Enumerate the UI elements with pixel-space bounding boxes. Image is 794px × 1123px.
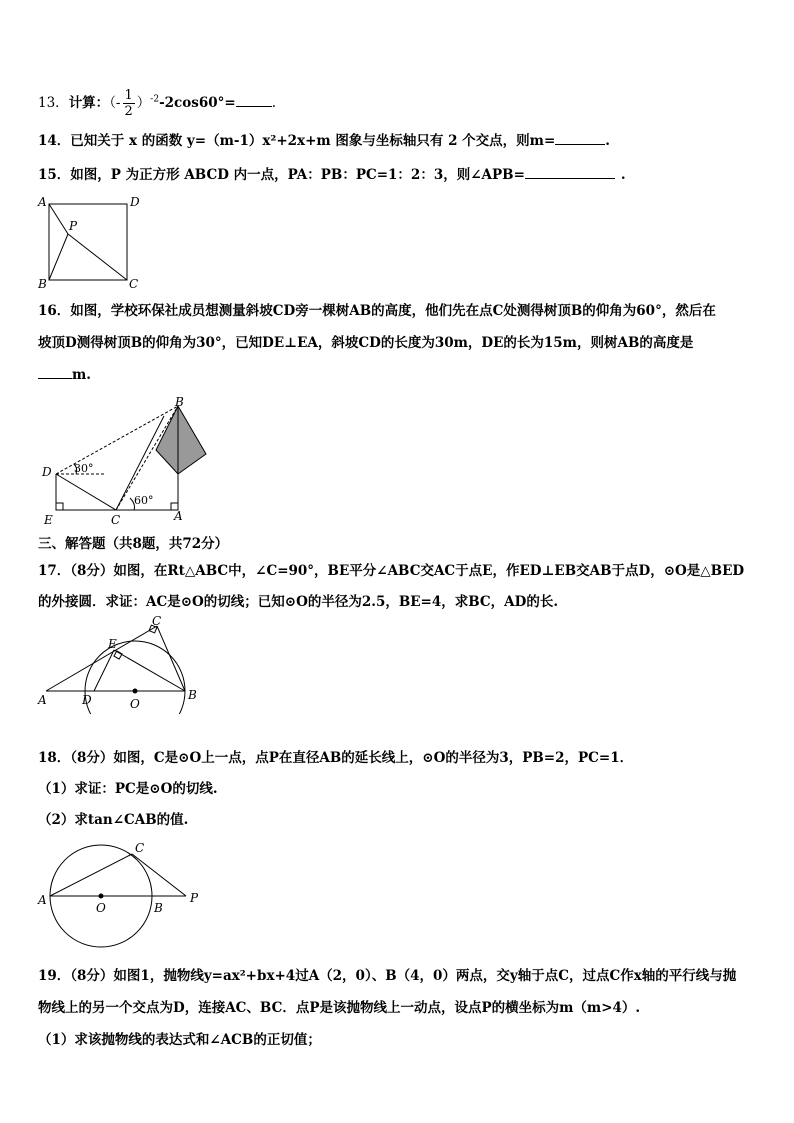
q15-square-figure: [34, 192, 144, 292]
q13-paren-close: ）: [136, 95, 151, 111]
question-19-part-1: （1）求该抛物线的表达式和∠ACB的正切值；: [38, 1032, 321, 1048]
q13-expression: -2cos60°=: [159, 95, 236, 111]
q16-label-c: C: [111, 513, 121, 527]
question-14: [38, 132, 610, 150]
q13-fraction-numerator: 1: [124, 88, 133, 103]
q17-label-b: B: [188, 688, 197, 702]
question-13: [38, 88, 276, 119]
q16-answer-blank[interactable]: [38, 378, 72, 379]
q18-label-a: A: [38, 893, 47, 907]
q17-label-d: D: [82, 693, 92, 707]
q15-end: .: [620, 167, 626, 183]
q15-text: 15．如图，P 为正方形 ABCD 内一点，PA：PB：PC=1：2：3，则∠APB=: [38, 167, 525, 183]
q16-slope-tree-figure: [34, 394, 224, 530]
q13-fraction-denominator: 2: [124, 104, 133, 119]
section-3-heading: 三、解答题（共8题，共72分）: [38, 536, 229, 552]
question-15: [38, 166, 626, 184]
question-16-line-3: [38, 366, 91, 384]
q15-label-d: D: [130, 195, 140, 209]
q18-label-b: B: [154, 901, 163, 915]
q13-paren-open: （-: [109, 95, 121, 111]
q14-answer-blank[interactable]: [555, 144, 605, 145]
q16-unit: m.: [72, 367, 91, 383]
q15-answer-blank[interactable]: [525, 178, 615, 179]
q13-fraction: [123, 88, 135, 119]
q13-number: 13．: [38, 95, 69, 111]
q16-label-b: B: [175, 395, 184, 409]
q17-label-o: O: [130, 697, 140, 711]
q13-label: 计算：: [68, 95, 110, 111]
q16-angle-60: 60°: [134, 494, 154, 507]
q16-label-a: A: [174, 509, 183, 523]
q17-label-a: A: [38, 693, 47, 707]
q14-text: 14．已知关于 x 的函数 y=（m-1）x²+2x+m 图象与坐标轴只有 2 个交点，则m=: [38, 133, 556, 149]
q15-label-a: A: [38, 195, 47, 209]
q18-circle-figure: [34, 838, 214, 950]
q18-label-c: C: [135, 841, 145, 855]
q15-label-c: C: [129, 277, 139, 291]
q16-label-e: E: [44, 513, 53, 527]
question-19-line-1: 19．（8分）如图1，抛物线y=ax²+bx+4过A（2，0）、B（4，0）两点，交y轴于点C，过点C作x轴的平行线与抛: [38, 968, 737, 984]
question-18-part-1: （1）求证：PC是⊙O的切线.: [38, 781, 218, 797]
question-18-part-2: （2）求tan∠CAB的值.: [38, 812, 189, 828]
q17-label-e: E: [108, 637, 117, 651]
q13-answer-blank[interactable]: [236, 106, 272, 107]
q15-label-p: P: [69, 219, 78, 233]
q16-label-d: D: [42, 465, 52, 479]
q13-end: .: [271, 95, 277, 111]
q16-angle-30: 30°: [74, 462, 94, 475]
question-16-line-1: 16．如图，学校环保社成员想测量斜坡CD旁一棵树AB的高度，他们先在点C处测得树顶B的仰角为60°，然后在: [38, 303, 716, 319]
question-19-line-2: 物线上的另一个交点为D，连接AC、BC．点P是该抛物线上一动点，设点P的横坐标为m（m>4）.: [38, 1000, 641, 1016]
question-17-line-1: 17．（8分）如图，在Rt△ABC中，∠C=90°，BE平分∠ABC交AC于点E，作ED⊥EB交AB于点D，⊙O是△BED: [38, 563, 745, 579]
q14-end: .: [605, 133, 610, 149]
question-18-line-1: 18．（8分）如图，C是⊙O上一点，点P在直径AB的延长线上，⊙O的半径为3，PB=2，PC=1．: [38, 750, 634, 766]
q18-label-p: P: [190, 891, 199, 905]
question-16-line-2: 坡顶D测得树顶B的仰角为30°，已知DE⊥EA，斜坡CD的长度为30m，DE的长为15m，则树AB的高度是: [38, 335, 694, 351]
question-17-line-2: 的外接圆．求证：AC是⊙O的切线；已知⊙O的半径为2.5，BE=4，求BC，AD的长.: [38, 594, 559, 610]
q15-label-b: B: [38, 277, 47, 291]
q17-circle-figure: [34, 614, 214, 714]
q18-label-o: O: [96, 901, 106, 915]
q13-exponent: -2: [150, 94, 160, 105]
q17-label-c: C: [152, 614, 162, 628]
